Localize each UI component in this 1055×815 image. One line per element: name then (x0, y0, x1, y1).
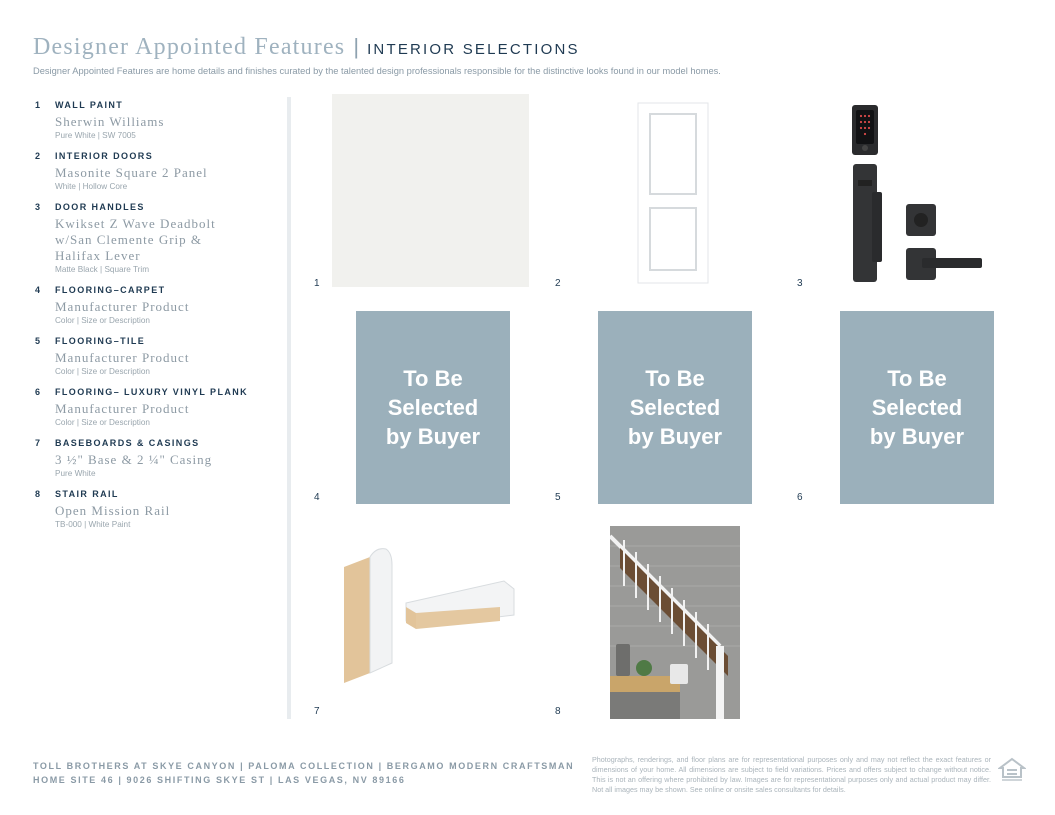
selection-category: FLOORING–CARPET (55, 285, 166, 295)
selection-product: Masonite Square 2 Panel (55, 165, 208, 180)
placeholder-tile-tile: To Be Selected by Buyer (598, 311, 752, 504)
tile-number-2: 2 (555, 278, 561, 289)
selection-detail: Pure White | SW 7005 (55, 131, 136, 140)
address-line: HOME SITE 46 | 9026 SHIFTING SKYE ST | LAS VEGAS, NV 89166 (33, 775, 406, 785)
page-subtitle: Designer Appointed Features are home details and finishes curated by the talented design professionals responsible for the distinctive looks found in our model homes. (33, 66, 721, 76)
selection-category: DOOR HANDLES (55, 202, 145, 212)
selection-category: FLOORING– LUXURY VINYL PLANK (55, 387, 249, 397)
selection-detail: Color | Size or Description (55, 367, 150, 376)
selection-number: 4 (35, 285, 42, 295)
selection-item-1 (35, 100, 275, 141)
tile-number-3: 3 (797, 278, 803, 289)
selection-detail: Color | Size or Description (55, 418, 150, 427)
selection-product: Manufacturer Product (55, 401, 190, 416)
paint-swatch-image (332, 94, 529, 287)
title-serif: Designer Appointed Features (33, 34, 346, 60)
column-divider (287, 97, 291, 719)
selection-number: 5 (35, 336, 42, 346)
selection-product: Manufacturer Product (55, 350, 190, 365)
selection-number: 1 (35, 100, 42, 110)
selection-detail: White | Hollow Core (55, 182, 128, 191)
selection-item-5 (35, 336, 275, 377)
placeholder-tile-carpet: To Be Selected by Buyer (356, 311, 510, 504)
selection-product: Manufacturer Product (55, 299, 190, 314)
community-line: TOLL BROTHERS AT SKYE CANYON | PALOMA COLLECTION | BERGAMO MODERN CRAFTSMAN (33, 761, 575, 771)
tile-number-8: 8 (555, 706, 561, 717)
stair-rail-image (610, 526, 740, 719)
selection-item-3 (35, 202, 275, 275)
placeholder-tile-lvp: To Be Selected by Buyer (840, 311, 994, 504)
tile-number-5: 5 (555, 492, 561, 503)
selection-detail: Matte Black | Square Trim (55, 265, 150, 274)
selection-category: WALL PAINT (55, 100, 124, 110)
selection-detail: TB-000 | White Paint (55, 520, 131, 529)
selection-product: Open Mission Rail (55, 503, 171, 518)
door-handles-image (848, 102, 988, 284)
selection-item-4 (35, 285, 275, 326)
selection-detail: Pure White (55, 469, 96, 478)
page-title (33, 34, 580, 64)
baseboard-casing-image (340, 545, 520, 690)
selection-category: INTERIOR DOORS (55, 151, 154, 161)
interior-door-image (637, 102, 709, 284)
selection-detail: Color | Size or Description (55, 316, 150, 325)
tile-number-1: 1 (314, 278, 320, 289)
community-address (33, 759, 574, 787)
tile-number-7: 7 (314, 706, 320, 717)
tile-number-4: 4 (314, 492, 320, 503)
tile-number-6: 6 (797, 492, 803, 503)
title-sans: INTERIOR SELECTIONS (367, 41, 580, 58)
selection-number: 8 (35, 489, 42, 499)
selection-item-2 (35, 151, 275, 192)
selection-product: Sherwin Williams (55, 114, 165, 129)
selection-category: BASEBOARDS & CASINGS (55, 438, 200, 448)
selection-product: 3 ½" Base & 2 ¼" Casing (55, 452, 213, 467)
selection-item-6 (35, 387, 275, 428)
selection-number: 7 (35, 438, 42, 448)
title-divider: | (353, 34, 360, 59)
selection-item-8 (35, 489, 275, 530)
selection-product: Kwikset Z Wave Deadbolt w/San Clemente Grip & Halifax Lever (55, 216, 216, 263)
selection-number: 3 (35, 202, 42, 212)
selection-number: 6 (35, 387, 42, 397)
selection-category: FLOORING–TILE (55, 336, 146, 346)
selection-number: 2 (35, 151, 42, 161)
legal-disclaimer: Photographs, renderings, and floor plans are for representational purposes only and may not reflect the exact features or dimensions of your home. All dimensions are subject to field variations. Prices and offers subject to change without notice. This is not an offering where prohibited by law. Images are for representational purposes only and actual product may differ. Not all images may be shown. See online or onsite sales consultants for details. (592, 755, 991, 794)
selection-item-7 (35, 438, 275, 479)
selection-category: STAIR RAIL (55, 489, 119, 499)
equal-housing-icon (998, 757, 1026, 783)
